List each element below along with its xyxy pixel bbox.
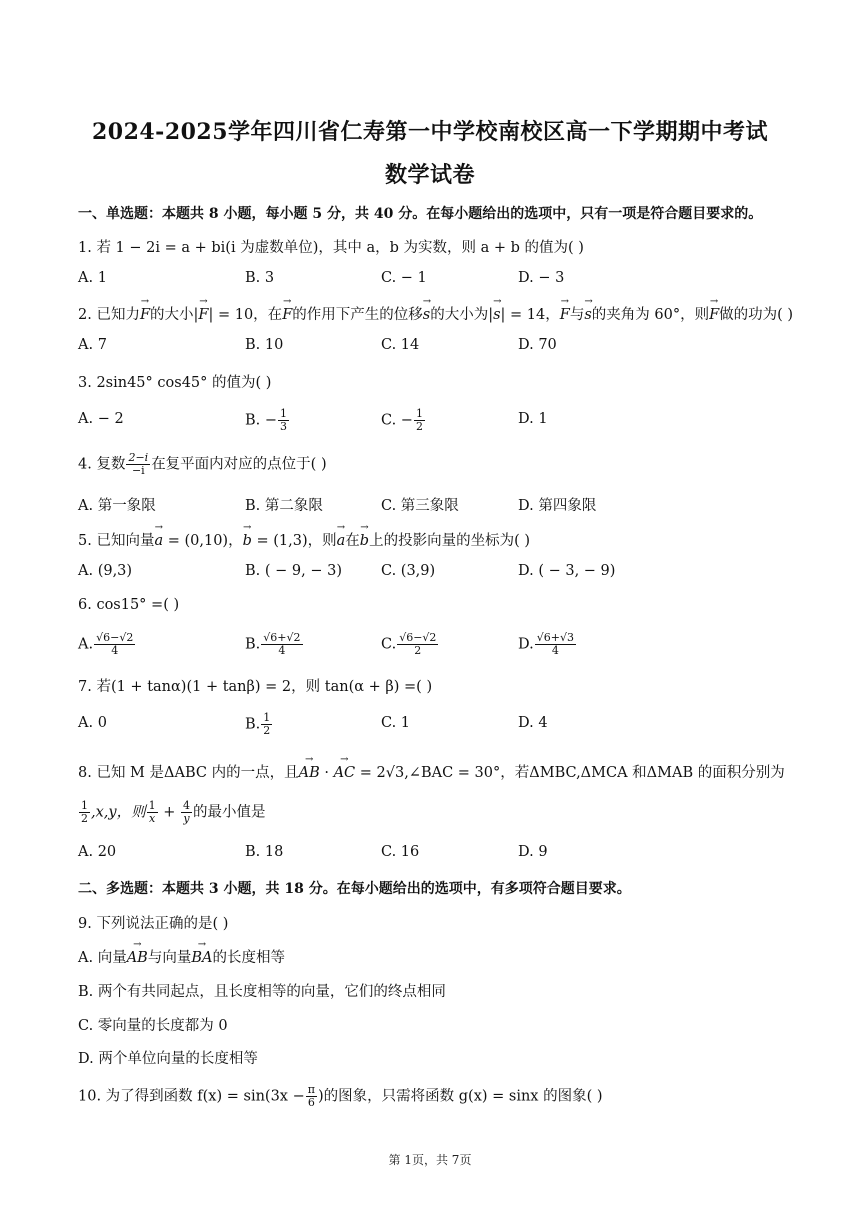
option-b: B. 3 — [245, 270, 275, 286]
vector-f: → F — [140, 307, 150, 323]
option-d: D. 4 — [518, 715, 548, 731]
vector-s: → s — [493, 307, 500, 323]
fraction: $\frac{4}{y}$ — [182, 799, 190, 825]
vector-ac: → AC — [334, 765, 356, 781]
question-6-stem: 6. cos15° =( ) — [78, 597, 180, 613]
page-footer: 第 1页，共 7页 — [388, 1153, 472, 1167]
vector-a: → a — [154, 533, 163, 549]
option-d: D. 第四象限 — [518, 498, 597, 514]
question-9-option-a: A. 向量→ AB与向量→ BA的长度相等 — [78, 946, 285, 967]
exam-title: 2024-2025学年四川省仁寿第一中学校南校区高一下学期期中考试 — [91, 119, 769, 145]
option-c: C. 16 — [381, 844, 420, 860]
option-a: A. (9,3) — [78, 563, 133, 579]
section-multiple-choice: 二、多选题：本题共 3 小题，共 18 分。在每小题给出的选项中，有多项符合题目要求。 — [78, 881, 631, 897]
question-5-options — [78, 563, 778, 587]
option-d: D. 70 — [518, 337, 557, 353]
question-8-options — [78, 844, 778, 868]
option-c: C. 第三象限 — [381, 498, 459, 514]
option-d: D. ( − 3, − 9) — [518, 563, 616, 579]
vector-b: → b — [243, 533, 252, 549]
vector-ab: → AB — [127, 950, 148, 966]
option-a: A. 20 — [78, 844, 117, 860]
exam-subtitle: 数学试卷 — [384, 162, 475, 188]
option-b: B. $\frac{1}{2}$ — [245, 711, 271, 737]
question-6-options — [78, 632, 778, 664]
question-10-stem: 10. 为了得到函数 f(x) = sin(3x − $\frac{\pi}{6}$ )的图象，只需将函数 g(x) = sinx 的图象( ) — [78, 1083, 603, 1109]
vector-f: → F — [709, 307, 719, 323]
option-b: B. − $\frac{1}{3}$ — [245, 407, 288, 433]
section-single-choice: 一、单选题：本题共 8 小题，每小题 5 分，共 40 分。在每小题给出的选项中，只有一项是符合题目要求的。 — [78, 206, 763, 222]
option-b: B. 10 — [245, 337, 284, 353]
question-1-options — [78, 270, 778, 294]
option-d: D. − 3 — [518, 270, 565, 286]
question-4-stem: 4. 复数 $\frac{2-i}{-i}$ 在复平面内对应的点位于( ) — [78, 451, 327, 477]
fraction: $\frac{2-i}{-i}$ — [128, 451, 149, 477]
option-c: C. 14 — [381, 337, 420, 353]
vector-f: → F — [282, 307, 292, 323]
fraction: $\frac{1}{3}$ — [280, 407, 288, 433]
question-4-options — [78, 494, 778, 518]
option-d: D. 9 — [518, 844, 548, 860]
option-c: C. − 1 — [381, 270, 427, 286]
question-2-options — [78, 337, 778, 361]
option-d: D. 1 — [518, 411, 548, 427]
question-9-option-d: D. 两个单位向量的长度相等 — [78, 1051, 258, 1067]
option-c: C. − $\frac{1}{2}$ — [381, 407, 423, 433]
question-8-stem-line2: $\frac{1}{2}$ ,x,y，则 $\frac{1}{x}$ + $\frac{4}{y}$ 的最小值是 — [81, 799, 266, 825]
question-9-stem: 9. 下列说法正确的是( ) — [78, 916, 229, 932]
option-d: D. $\frac{√6+√3}{4}$ — [518, 631, 574, 657]
option-a: A. 第一象限 — [78, 498, 156, 514]
fraction: $\frac{√6-√2}{4}$ — [96, 631, 134, 657]
option-b: B. ( − 9, − 3) — [245, 563, 342, 579]
option-b: B. 第二象限 — [245, 498, 323, 514]
question-5-stem: 5. 已知向量→ a = (0,10)，→ b = (1,3)，则→ a在→ b上的投影向量的坐标为( ) — [78, 529, 530, 550]
vector-s: → s — [423, 307, 430, 323]
vector-b: → b — [360, 533, 369, 549]
option-c: C. (3,9) — [381, 563, 436, 579]
option-a: A. 0 — [78, 715, 107, 731]
vector-f: → F — [560, 307, 570, 323]
vector-ab: → AB — [299, 765, 320, 781]
question-3-stem: 3. 2sin45° cos45° 的值为( ) — [78, 375, 272, 391]
question-1-stem: 1. 若 1 − 2i = a + bi(i 为虚数单位)，其中 a，b 为实数，则 a + b 的值为( ) — [78, 240, 584, 256]
option-a: A. 7 — [78, 337, 107, 353]
fraction: $\frac{√6+√3}{4}$ — [536, 631, 574, 657]
question-9-option-c: C. 零向量的长度都为 0 — [78, 1018, 228, 1034]
option-a: A. − 2 — [78, 411, 124, 427]
fraction: $\frac{1}{2}$ — [263, 711, 271, 737]
question-3-options — [78, 408, 778, 438]
question-7-options — [78, 712, 778, 742]
vector-f: → F — [198, 307, 208, 323]
question-7-stem: 7. 若(1 + tanα)(1 + tanβ) = 2，则 tan(α + β) =( ) — [78, 679, 433, 695]
fraction: $\frac{1}{x}$ — [148, 799, 156, 825]
fraction: $\frac{√6+√2}{4}$ — [263, 631, 301, 657]
fraction: $\frac{1}{2}$ — [415, 407, 423, 433]
option-b: B. 18 — [245, 844, 284, 860]
option-a: A. $\frac{√6-√2}{4}$ — [78, 631, 134, 657]
vector-a: → a — [337, 533, 346, 549]
option-b: B. $\frac{√6+√2}{4}$ — [245, 631, 301, 657]
vector-s: → s — [584, 307, 591, 323]
option-c: C. $\frac{√6-√2}{2}$ — [381, 631, 437, 657]
option-c: C. 1 — [381, 715, 411, 731]
fraction: $\frac{√6-√2}{2}$ — [399, 631, 437, 657]
question-9-option-b: B. 两个有共同起点，且长度相等的向量，它们的终点相同 — [78, 984, 446, 1000]
question-2-stem: 2. 已知力→ F的大小|→ F| = 10，在→ F的作用下产生的位移→ s的大小为|→ s| = 14，→ F与→ s的夹角为 60°，则→ F做的功为( ) — [78, 303, 793, 324]
option-a: A. 1 — [78, 270, 107, 286]
question-8-stem: 8. 已知 M 是ΔABC 内的一点，且→ AB · → AC = 2√3,∠BAC = 30°，若ΔMBC,ΔMCA 和ΔMAB 的面积分别为 — [78, 761, 785, 782]
vector-ba: → BA — [191, 950, 212, 966]
fraction: $\frac{\pi}{6}$ — [307, 1083, 315, 1109]
fraction: $\frac{1}{2}$ — [81, 799, 88, 825]
